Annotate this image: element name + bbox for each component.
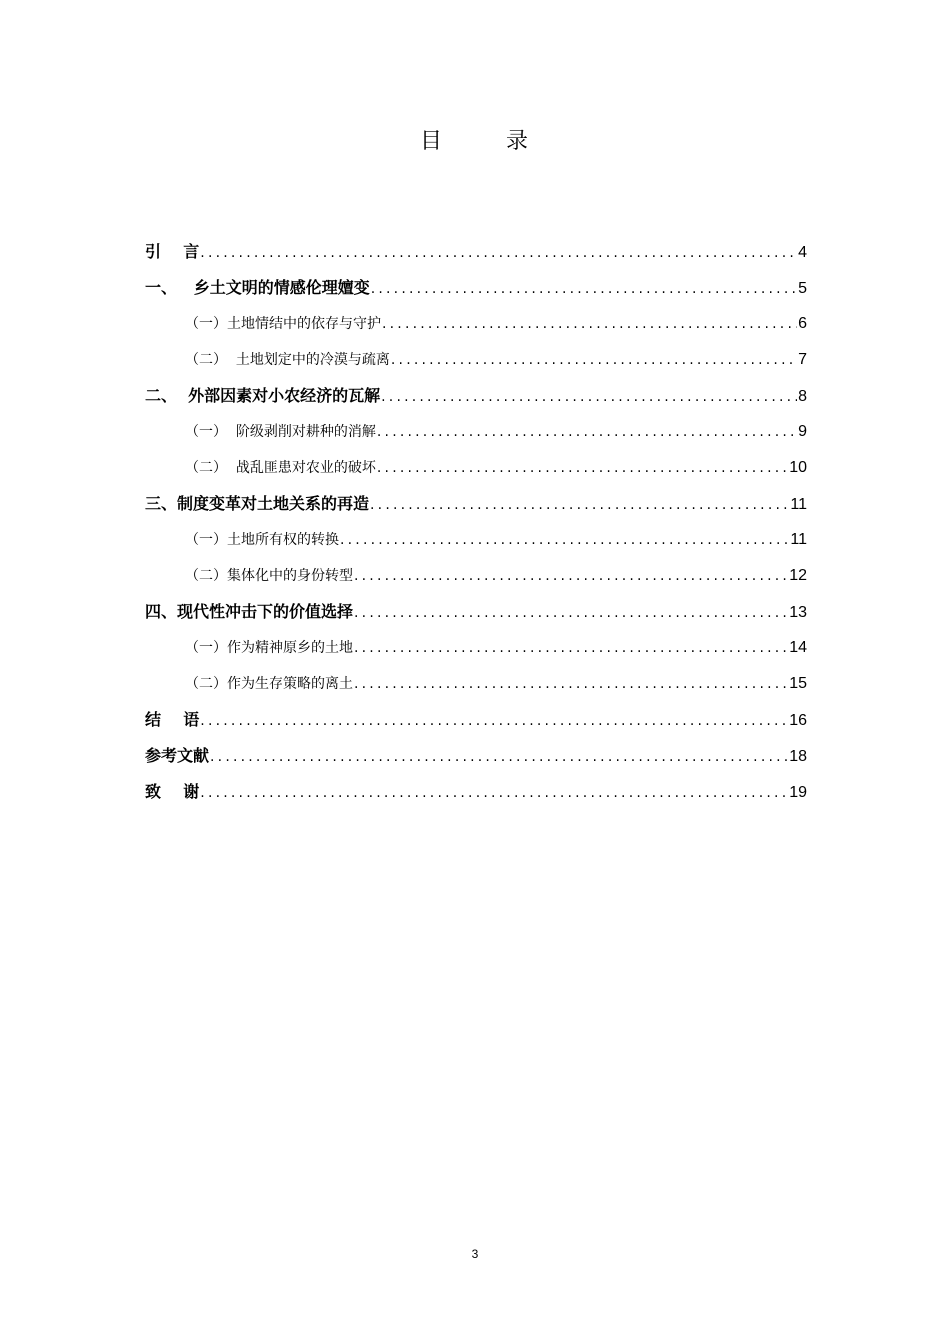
toc-entry-label: 二、 外部因素对小农经济的瓦解 <box>145 386 381 405</box>
toc-entry-label: （二） 战乱匪患对农业的破坏 <box>185 460 376 476</box>
toc-entry[interactable] <box>145 636 807 672</box>
toc-entry-label: （二）集体化中的身份转型 <box>185 568 353 584</box>
toc-entry-label: 结 语 <box>145 710 200 729</box>
toc-entry-label: （一） 阶级剥削对耕种的消解 <box>185 424 376 440</box>
toc-entry-page: 14 <box>789 639 807 656</box>
toc-entry-label: （一）作为精神原乡的土地 <box>185 640 353 656</box>
toc-entry-label: （二） 土地划定中的冷漠与疏离 <box>185 352 390 368</box>
toc-entry[interactable] <box>145 780 807 816</box>
toc-leader-dots <box>354 601 788 625</box>
table-of-contents <box>145 240 807 816</box>
toc-entry-label: 致 谢 <box>145 782 200 801</box>
toc-entry-page: 7 <box>798 351 807 368</box>
toc-entry-page: 12 <box>789 567 807 584</box>
toc-entry[interactable] <box>145 420 807 456</box>
toc-leader-dots <box>354 564 788 588</box>
toc-entry[interactable] <box>145 492 807 528</box>
toc-entry-label: 一、 乡土文明的情感伦理嬗变 <box>145 278 370 297</box>
toc-entry-label: 参考文献 <box>145 746 210 765</box>
toc-leader-dots <box>370 493 789 517</box>
toc-entry[interactable] <box>145 672 807 708</box>
toc-entry-page: 9 <box>798 423 807 440</box>
page-title: 目 录 <box>420 129 530 154</box>
toc-entry-page: 8 <box>798 388 807 405</box>
toc-entry-page: 10 <box>789 459 807 476</box>
page-number: 3 <box>471 1247 479 1261</box>
toc-entry-page: 4 <box>798 244 807 261</box>
toc-leader-dots <box>210 745 788 769</box>
toc-entry[interactable] <box>145 456 807 492</box>
toc-entry[interactable] <box>145 384 807 420</box>
toc-leader-dots <box>200 781 788 805</box>
toc-entry-label: 三、制度变革对土地关系的再造 <box>145 494 370 513</box>
toc-entry[interactable] <box>145 744 807 780</box>
toc-leader-dots <box>391 348 797 372</box>
toc-entry-page: 6 <box>798 315 807 332</box>
toc-leader-dots <box>354 672 788 696</box>
toc-leader-dots <box>382 312 797 336</box>
toc-entry[interactable] <box>145 276 807 312</box>
toc-leader-dots <box>381 385 797 409</box>
toc-entry[interactable] <box>145 240 807 276</box>
toc-leader-dots <box>354 636 788 660</box>
toc-entry[interactable] <box>145 312 807 348</box>
toc-entry[interactable] <box>145 528 807 564</box>
toc-leader-dots <box>200 709 788 733</box>
toc-entry-page: 11 <box>790 531 807 548</box>
toc-entry-page: 11 <box>790 496 807 513</box>
toc-entry-page: 18 <box>789 748 807 765</box>
toc-entry[interactable] <box>145 708 807 744</box>
toc-entry[interactable] <box>145 348 807 384</box>
toc-entry-page: 15 <box>789 675 807 692</box>
toc-entry-label: （二）作为生存策略的离土 <box>185 676 353 692</box>
toc-entry-label: 四、现代性冲击下的价值选择 <box>145 602 354 621</box>
toc-entry-label: 引 言 <box>145 242 200 261</box>
toc-leader-dots <box>200 241 797 265</box>
toc-leader-dots <box>371 277 797 301</box>
toc-entry-page: 13 <box>789 604 807 621</box>
toc-entry[interactable] <box>145 564 807 600</box>
toc-entry[interactable] <box>145 600 807 636</box>
toc-entry-label: （一）土地情结中的依存与守护 <box>185 316 381 332</box>
toc-entry-label: （一）土地所有权的转换 <box>185 532 339 548</box>
toc-entry-page: 16 <box>789 712 807 729</box>
toc-leader-dots <box>377 420 797 444</box>
toc-leader-dots <box>340 528 789 552</box>
toc-leader-dots <box>377 456 788 480</box>
toc-entry-page: 5 <box>798 280 807 297</box>
toc-entry-page: 19 <box>789 784 807 801</box>
